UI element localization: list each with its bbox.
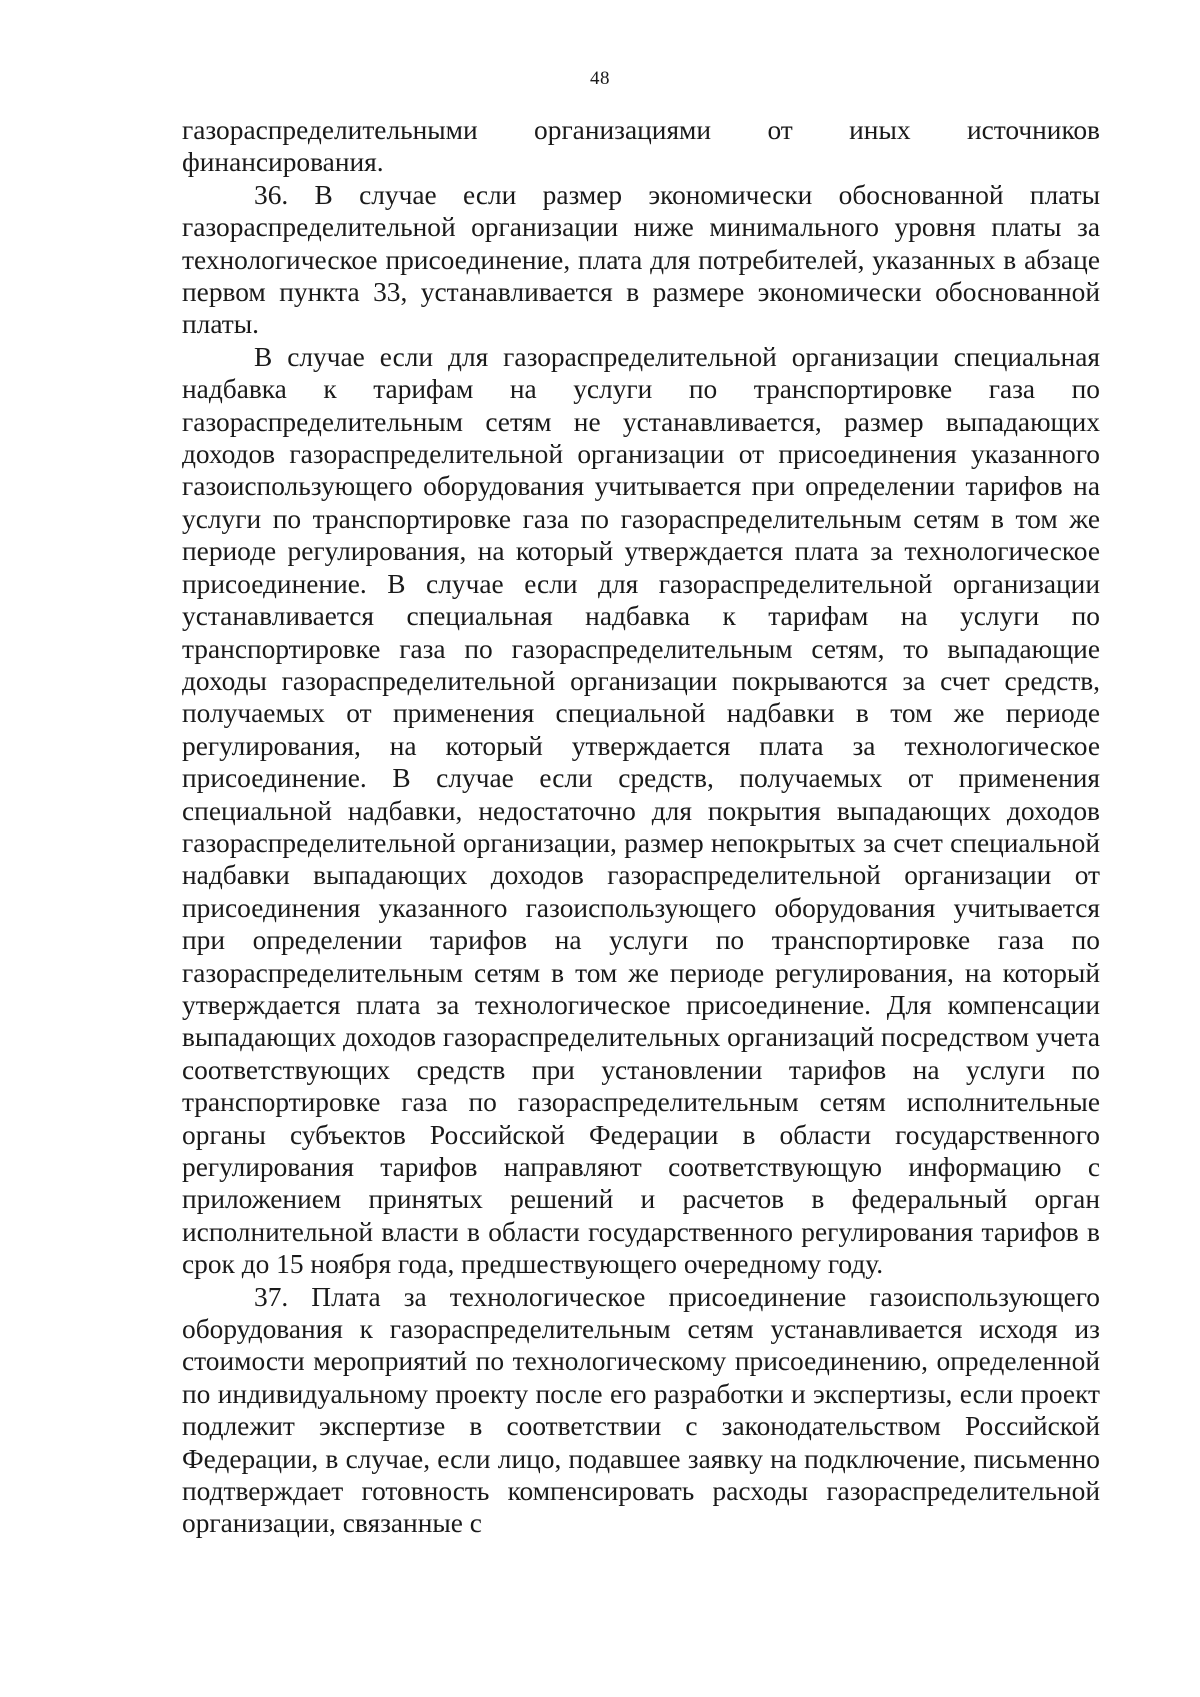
paragraph-special-surcharge: В случае если для газораспределительной организации специальная надбавка к тарифам на услуги по транспортировке газа по газораспределительным сетям не устанавливается, размер выпадающих доходов газораспределительной организации от присоединения указанного газоиспользующего оборудования учитывается при определении тарифов на услуги по транспортировке газа по газораспределительным сетям в том же периоде регулирования, на который утверждается плата за технологическое присоединение. В случае если для газораспределительной организации устанавливается специальная надбавка к тарифам на услуги по транспортировке газа по газораспределительным сетям, то выпадающие доходы газораспределительной организации покрываются за счет средств, получаемых от применения специальной надбавки в том же периоде регулирования, на который утверждается плата за технологическое присоединение. В случае если средств, получаемых от применения специальной надбавки, недостаточно для покрытия выпадающих доходов газораспределительной организации, размер непокрытых за счет специальной надбавки выпадающих доходов газораспределительной организации от присоединения указанного газоиспользующего оборудования учитывается при определении тарифов на услуги по транспортировке газа по газораспределительным сетям в том же периоде регулирования, на который утверждается плата за технологическое присоединение. Для компенсации выпадающих доходов газораспределительных организаций посредством учета соответствующих средств при установлении тарифов на услуги по транспортировке газа по газораспределительным сетям исполнительные органы субъектов Российской Федерации в области государственного регулирования тарифов направляют соответствующую информацию с приложением принятых решений и расчетов в федеральный орган исполнительной власти в области государственного регулирования тарифов в срок до 15 ноября года, предшествующего очередному году. xyxy=(182,341,1100,1280)
page-number: 48 xyxy=(590,68,610,89)
document-body xyxy=(182,114,1100,1540)
paragraph-continuation: газораспределительными организациями от иных источников финансирования. xyxy=(182,115,1100,178)
paragraph-item-37: 37. Плата за технологическое присоединение газоиспользующего оборудования к газораспределительным сетям устанавливается исходя из стоимости мероприятий по технологическому присоединению, определенной по индивидуальному проекту после его разработки и экспертизы, если проект подлежит экспертизе в соответствии с законодательством Российской Федерации, в случае, если лицо, подавшее заявку на подключение, письменно подтверждает готовность компенсировать расходы газораспределительной организации, связанные с xyxy=(182,1281,1100,1539)
paragraph-item-36: 36. В случае если размер экономически обоснованной платы газораспределительной организации ниже минимального уровня платы за технологическое присоединение, плата для потребителей, указанных в абзаце первом пункта 33, устанавливается в размере экономически обоснованной платы. xyxy=(182,179,1100,340)
